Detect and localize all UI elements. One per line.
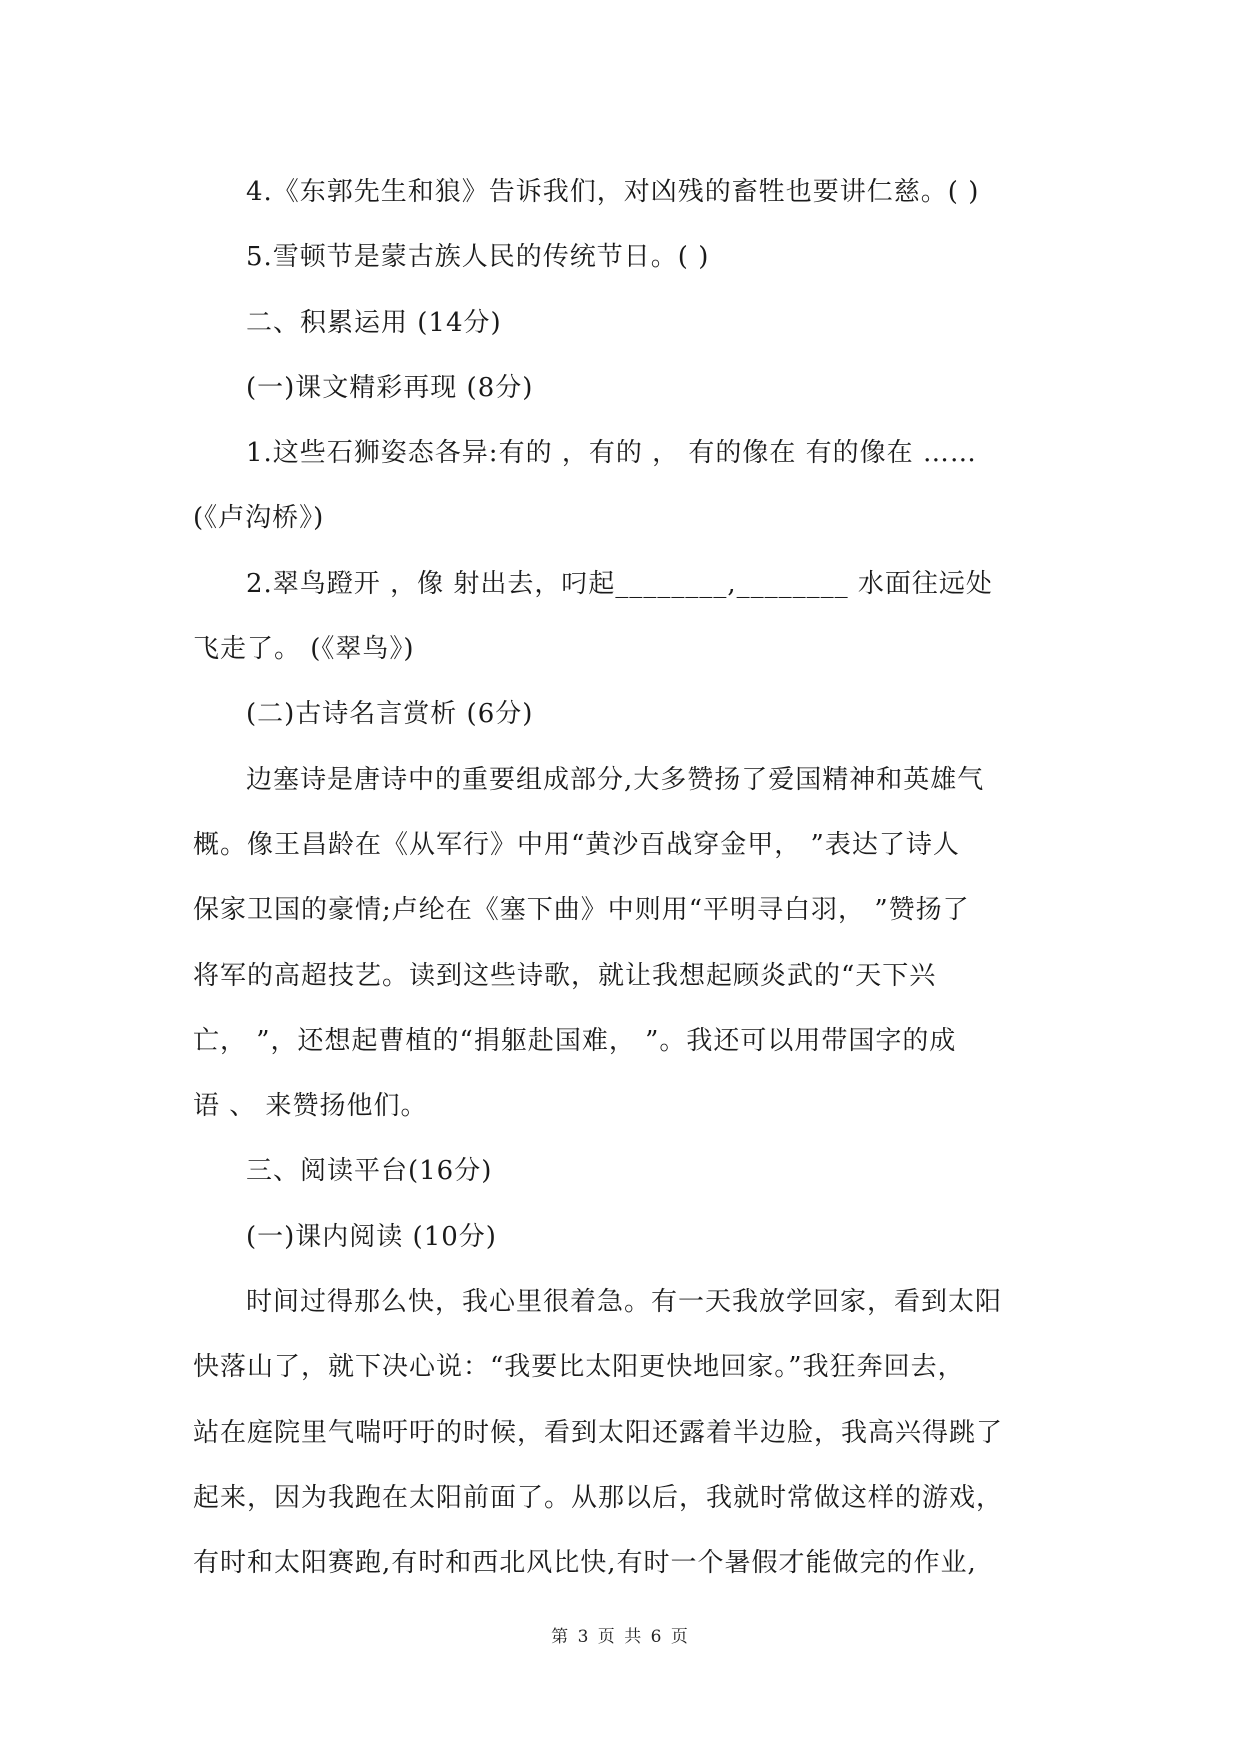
text-line: 站在庭院里气喘吁吁的时候，看到太阳还露着半边脸，我高兴得跳了: [193, 1417, 1004, 1448]
text-line: 将军的高超技艺。读到这些诗歌，就让我想起顾炎武的“天下兴: [193, 960, 937, 991]
text-line: 边塞诗是唐诗中的重要组成部分,大多赞扬了爱国精神和英雄气: [246, 764, 985, 795]
text-line: 有时和太阳赛跑,有时和西北风比快,有时一个暑假才能做完的作业,: [193, 1548, 977, 1579]
text-line: 快落山了，就下决心说：“我要比太阳更快地回家。”我狂奔回去，: [193, 1352, 965, 1383]
text-line: 1.这些石狮姿态各异:有的 ，有的 ， 有的像在 有的像在 ……: [246, 438, 977, 469]
subsection-heading: (一)课文精彩再现 (8分): [246, 372, 534, 403]
section-heading: 三、阅读平台(16分): [246, 1156, 493, 1187]
text-line: 亡， ”，还想起曹植的“捐躯赴国难， ”。我还可以用带国字的成: [193, 1025, 957, 1056]
section-heading: 二、积累运用 (14分): [246, 307, 502, 338]
subsection-heading: (一)课内阅读 (10分): [246, 1221, 497, 1252]
text-line: 语 、 来赞扬他们。: [193, 1091, 428, 1122]
subsection-heading: (二)古诗名言赏析 (6分): [246, 699, 534, 730]
text-line: 4.《东郭先生和狼》告诉我们，对凶残的畜牲也要讲仁慈。( ): [246, 177, 980, 207]
text-line: 起来，因为我跑在太阳前面了。从那以后，我就时常做这样的游戏，: [193, 1482, 1004, 1513]
text-line: 5.雪顿节是蒙古族人民的传统节日。( ): [246, 242, 710, 273]
text-line: 保家卫国的豪情;卢纶在《塞下曲》中则用“平明寻白羽， ”赞扬了: [193, 895, 970, 926]
text-line: 飞走了。 (《翠鸟》): [193, 634, 415, 665]
text-line: 概。像王昌龄在《从军行》中用“黄沙百战穿金甲， ”表达了诗人: [193, 829, 960, 860]
page-number-footer: 第 3 页 共 6 页: [551, 1627, 690, 1647]
text-line: 2.翠鸟蹬开 ，像 射出去，叼起________,________ 水面往远处: [246, 568, 993, 599]
document-body: [193, 160, 1063, 1597]
text-line: (《卢沟桥》): [193, 503, 325, 534]
text-line: 时间过得那么快，我心里很着急。有一天我放学回家，看到太阳: [246, 1287, 1003, 1318]
